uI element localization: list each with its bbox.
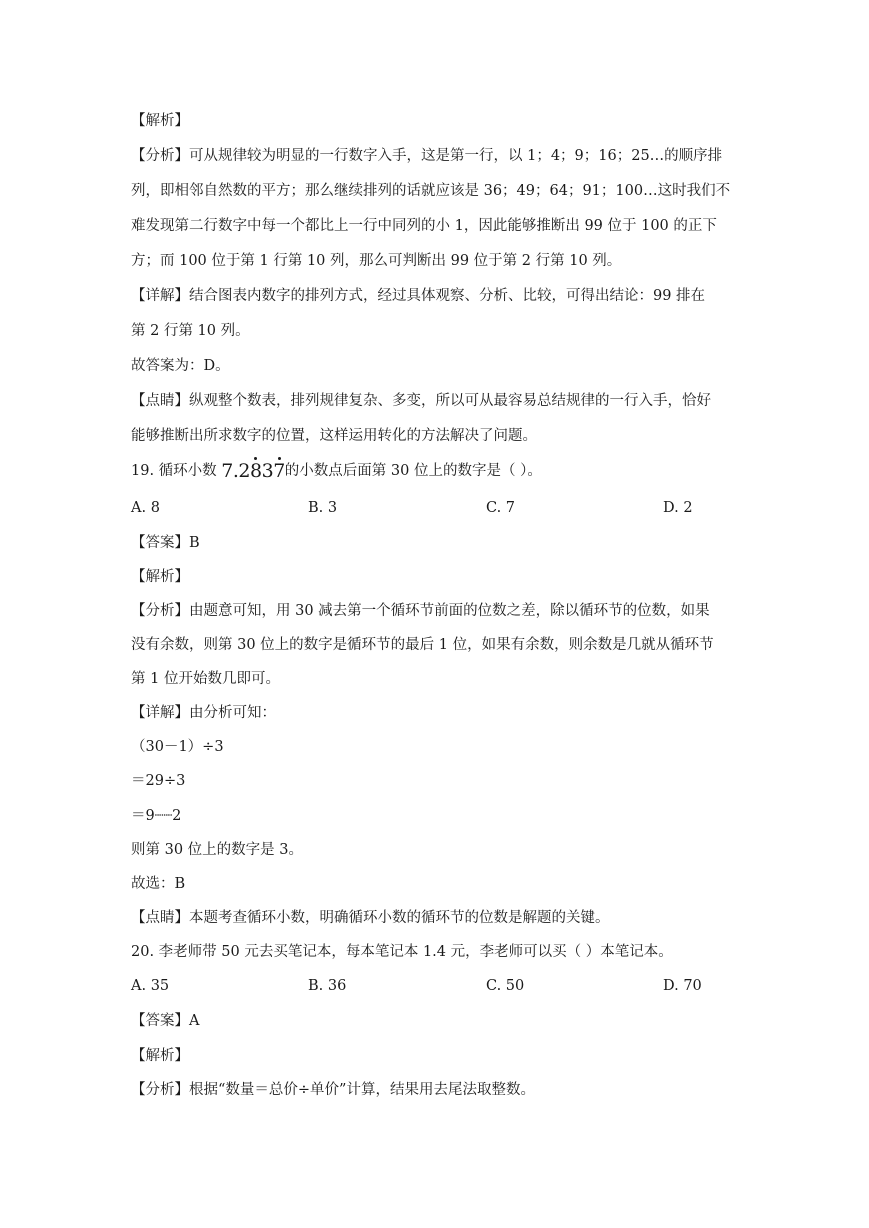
decimal-integer-part: 7.	[221, 460, 239, 482]
repeating-digit-end: 7	[273, 460, 285, 482]
q20-option-a: A. 35	[131, 978, 170, 994]
q19-calc-step-2: ＝29÷3	[131, 773, 186, 789]
q20-answer: 【答案】A	[131, 1013, 200, 1029]
q20-option-b: B. 36	[308, 978, 347, 994]
q18-analysis-line-2: 列，即相邻自然数的平方；那么继续排列的话就应该是 36；49；64；91；100…这时我们不	[131, 183, 731, 199]
q18-detail-line-2: 第 2 行第 10 列。	[131, 323, 250, 339]
q19-choice: 故选：B	[131, 876, 186, 892]
q19-option-c: C. 7	[486, 500, 516, 516]
repeating-decimal	[221, 460, 285, 482]
analysis-heading: 【解析】	[131, 113, 189, 129]
q19-analysis-line-3: 第 1 位开始数几即可。	[131, 671, 280, 687]
q18-detail-line-1: 【详解】结合图表内数字的排列方式，经过具体观察、分析、比较，可得出结论：99 排在	[131, 288, 706, 304]
q20-analysis-heading: 【解析】	[131, 1048, 189, 1064]
q20-option-c: C. 50	[486, 978, 525, 994]
q19-analysis-line-2: 没有余数，则第 30 位上的数字是循环节的最后 1 位，如果有余数，则余数是几就从循环节	[131, 637, 714, 653]
q19-comment: 【点睛】本题考查循环小数，明确循环小数的循环节的位数是解题的关键。	[131, 910, 610, 926]
q19-answer: 【答案】B	[131, 535, 200, 551]
q18-conclusion: 故答案为：D。	[131, 358, 230, 374]
q19-calc-step-1: （30－1）÷3	[131, 739, 224, 755]
q18-comment-line-1: 【点睛】纵观整个数表，排列规律复杂、多变，所以可从最容易总结规律的一行入手，恰好	[131, 393, 711, 409]
q18-analysis-line-4: 方；而 100 位于第 1 行第 10 列，那么可判断出 99 位于第 2 行第 10 列。	[131, 253, 622, 269]
q19-stem-suffix: 的小数点后面第 30 位上的数字是（ ）。	[284, 463, 542, 479]
q18-analysis-line-3: 难发现第二行数字中每一个都比上一行中同列的小 1，因此能够推断出 99 位于 100 的正下	[131, 218, 717, 234]
decimal-digit: 2	[238, 460, 251, 482]
q20-options	[131, 975, 751, 997]
q19-stem	[131, 460, 751, 482]
q20-analysis-line-1: 【分析】根据“数量＝总价÷单价”计算，结果用去尾法取整数。	[131, 1082, 535, 1098]
q19-option-d: D. 2	[663, 500, 693, 516]
q20-stem: 20. 李老师带 50 元去买笔记本，每本笔记本 1.4 元，李老师可以买（ ）本笔记本。	[131, 944, 673, 960]
q19-detail-heading: 【详解】由分析可知：	[131, 705, 276, 721]
q19-stem-prefix: 19. 循环小数	[131, 463, 222, 479]
q19-analysis-line-1: 【分析】由题意可知，用 30 减去第一个循环节前面的位数之差，除以循环节的位数，如果	[131, 603, 710, 619]
q19-result: 则第 30 位上的数字是 3。	[131, 842, 304, 858]
q20-option-d: D. 70	[663, 978, 702, 994]
q18-analysis-line-1: 【分析】可从规律较为明显的一行数字入手，这是第一行，以 1；4；9；16；25…的顺序排	[131, 148, 723, 164]
repeating-digit-start: 8	[250, 460, 262, 482]
q19-calc-step-3: ＝9┈┈2	[131, 808, 182, 824]
q19-option-b: B. 3	[308, 500, 338, 516]
q18-comment-line-2: 能够推断出所求数字的位置，这样运用转化的方法解决了问题。	[131, 428, 537, 444]
q19-options	[131, 497, 751, 519]
q19-option-a: A. 8	[131, 500, 160, 516]
decimal-digit: 3	[261, 460, 274, 482]
q19-analysis-heading: 【解析】	[131, 569, 189, 585]
